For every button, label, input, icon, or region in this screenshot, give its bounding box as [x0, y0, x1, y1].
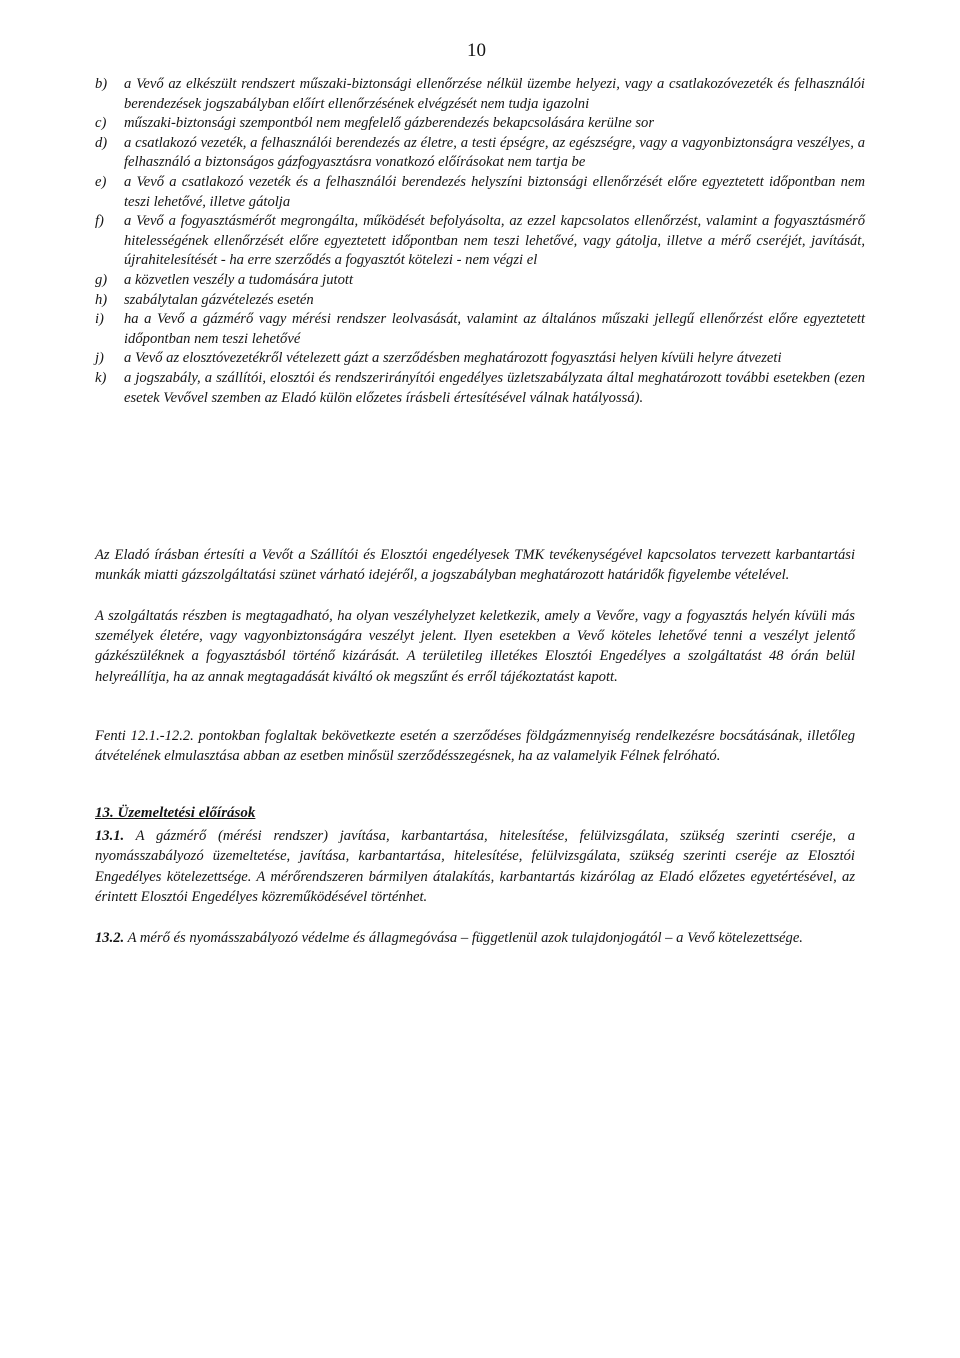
list-item-letter: j) [95, 350, 104, 367]
clause-number: 13.1. [95, 828, 125, 844]
list-item [95, 114, 865, 134]
list-item-letter: k) [95, 369, 107, 386]
list-item-letter: b) [95, 76, 108, 92]
list-item-letter: e) [95, 173, 107, 190]
list-item-letter: f) [95, 213, 104, 230]
list-item-text: ha a Vevő a gázmérő vagy mérési rendszer leolvasását, valamint az általános műszaki jellegű ellenőrzést előre egyeztetett időpontban nem teszi lehetővé [124, 311, 865, 347]
list-item [95, 349, 865, 369]
clause-text: A gázmérő (mérési rendszer) javítása, karbantartása, hitelesítése, felülvizsgálata, szükség szerinti cseréje, a nyomásszabályozó üzemeltetése, javítása, karbantartása, hitelesítése, felülvizsgálata, szükség szerinti cseréje az Elosztói Engedélyes kötelezettsége. A mérőrendszeren bármilyen átalakítás, karbantartás kizárólag az Eladó előzetes egyetértésével, az érintett Elosztói Engedélyes közreműködésével történhet. [95, 828, 856, 905]
list-item-text: a Vevő a csatlakozó vezeték és a felhasználói berendezés helyszíni biztonsági ellenőrzését előre egyeztetett időpontban nem teszi lehetővé, illetve gátolja [124, 173, 865, 210]
list-item-text: a Vevő az elkészült rendszert műszaki-biztonsági ellenőrzése nélkül üzembe helyezi, vagy a csatlakozóvezeték és felhasználói berendezések jogszabályban előírt ellenőrzésének elvégzését nem tudja igazolni [124, 76, 865, 112]
page-number: 10 [467, 40, 486, 61]
section-title: 13. Üzemeltetési előírások [95, 805, 256, 821]
section-paragraph-13-2 [95, 928, 855, 948]
list-item-text: szabálytalan gázvételezés esetén [124, 291, 314, 308]
list-item [95, 271, 865, 291]
list-item [95, 291, 865, 311]
list-item-letter: h) [95, 291, 108, 308]
list-item [95, 173, 865, 212]
list-item-text: a jogszabály, a szállítói, elosztói és rendszerirányítói engedélyes üzletszabályzata által meghatározott további esetekben (ezen esetek Vevővel szemben az Eladó külön előzetes írásbeli értesítésével válnak hatályossá). [124, 369, 865, 406]
list-item-text: a közvetlen veszély a tudomására jutott [124, 271, 353, 288]
list-item-text: a Vevő a fogyasztásmérőt megrongálta, működését befolyásolta, az ezzel kapcsolatos ellenőrzést, valamint a fogyasztásmérő hitelességének ellenőrzését előre egyeztetett időpontban nem teszi lehetővé, vagy gátolja, illetve a mérő cseréjét, javítását, újrahitelesítését - ha erre szerződés a fogyasztót kötelezi - nem végzi el [124, 213, 865, 269]
list-item-letter: d) [95, 134, 108, 151]
list-item [95, 369, 865, 408]
list-item-text: a csatlakozó vezeték, a felhasználói berendezés az életre, a testi épségre, az egészségre, vagy a vagyonbiztonságra veszélyes, a felhasználó a biztonságos gázfogyasztásra vonatkozó előírásokat nem tartja be [124, 134, 865, 171]
maintenance-notice-paragraph: Az Eladó írásban értesíti a Vevőt a Szállítói és Elosztói engedélyesek TMK tevékenységével kapcsolatos tervezett karbantartási munkák miatti gázszolgáltatási szünet várható idejéről, a jogszabályban meghatározott határidők figyelembe vételével. [95, 547, 855, 584]
breach-of-contract-paragraph: Fenti 12.1.-12.2. pontokban foglaltak bekövetkezte esetén a szerződéses földgázmennyiség rendelkezésre bocsátásának, illetőleg átvételének elmulasztása abban az esetben minősül szerződésszegésnek, ha az valamelyik Félnek felróható. [95, 728, 855, 765]
list-item [95, 310, 865, 349]
list-item-letter: g) [95, 271, 108, 288]
list-item [95, 75, 865, 114]
list-item-letter: c) [95, 115, 107, 132]
list-item-text: műszaki-biztonsági szempontból nem megfelelő gázberendezés bekapcsolására kerülne sor [124, 115, 655, 132]
list-item-letter: i) [95, 311, 104, 328]
termination-conditions-list [95, 75, 865, 408]
clause-text: A mérő és nyomásszabályozó védelme és állagmegóvása – függetlenül azok tulajdonjogától – a Vevő kötelezettsége. [127, 930, 803, 946]
partial-suspension-paragraph: A szolgáltatás részben is megtagadható, ha olyan veszélyhelyzet keletkezik, amely a Vevőre, vagy a fogyasztás helyén kívüli más személyek életére, vagy vagyonbiztonságára veszélyt jelent. Ilyen esetekben a Vevő köteles lehetővé tenni a veszélyt jelentő gázkészüléknek a fogyasztásból történő kizárását. A területileg illetékes Elosztói Engedélyes a szolgáltatást 48 órán belül helyreállítja, ha az annak megtagadását kiváltó ok megszűnt és erről tájékoztatást kapott. [95, 608, 855, 685]
clause-number: 13.2. [95, 930, 125, 946]
section-paragraph-13-1 [95, 826, 855, 907]
list-item [95, 134, 865, 173]
list-item-text: a Vevő az elosztóvezetékről vételezett gázt a szerződésben meghatározott fogyasztási helyen kívüli helyre átvezeti [124, 350, 782, 367]
list-item [95, 212, 865, 271]
